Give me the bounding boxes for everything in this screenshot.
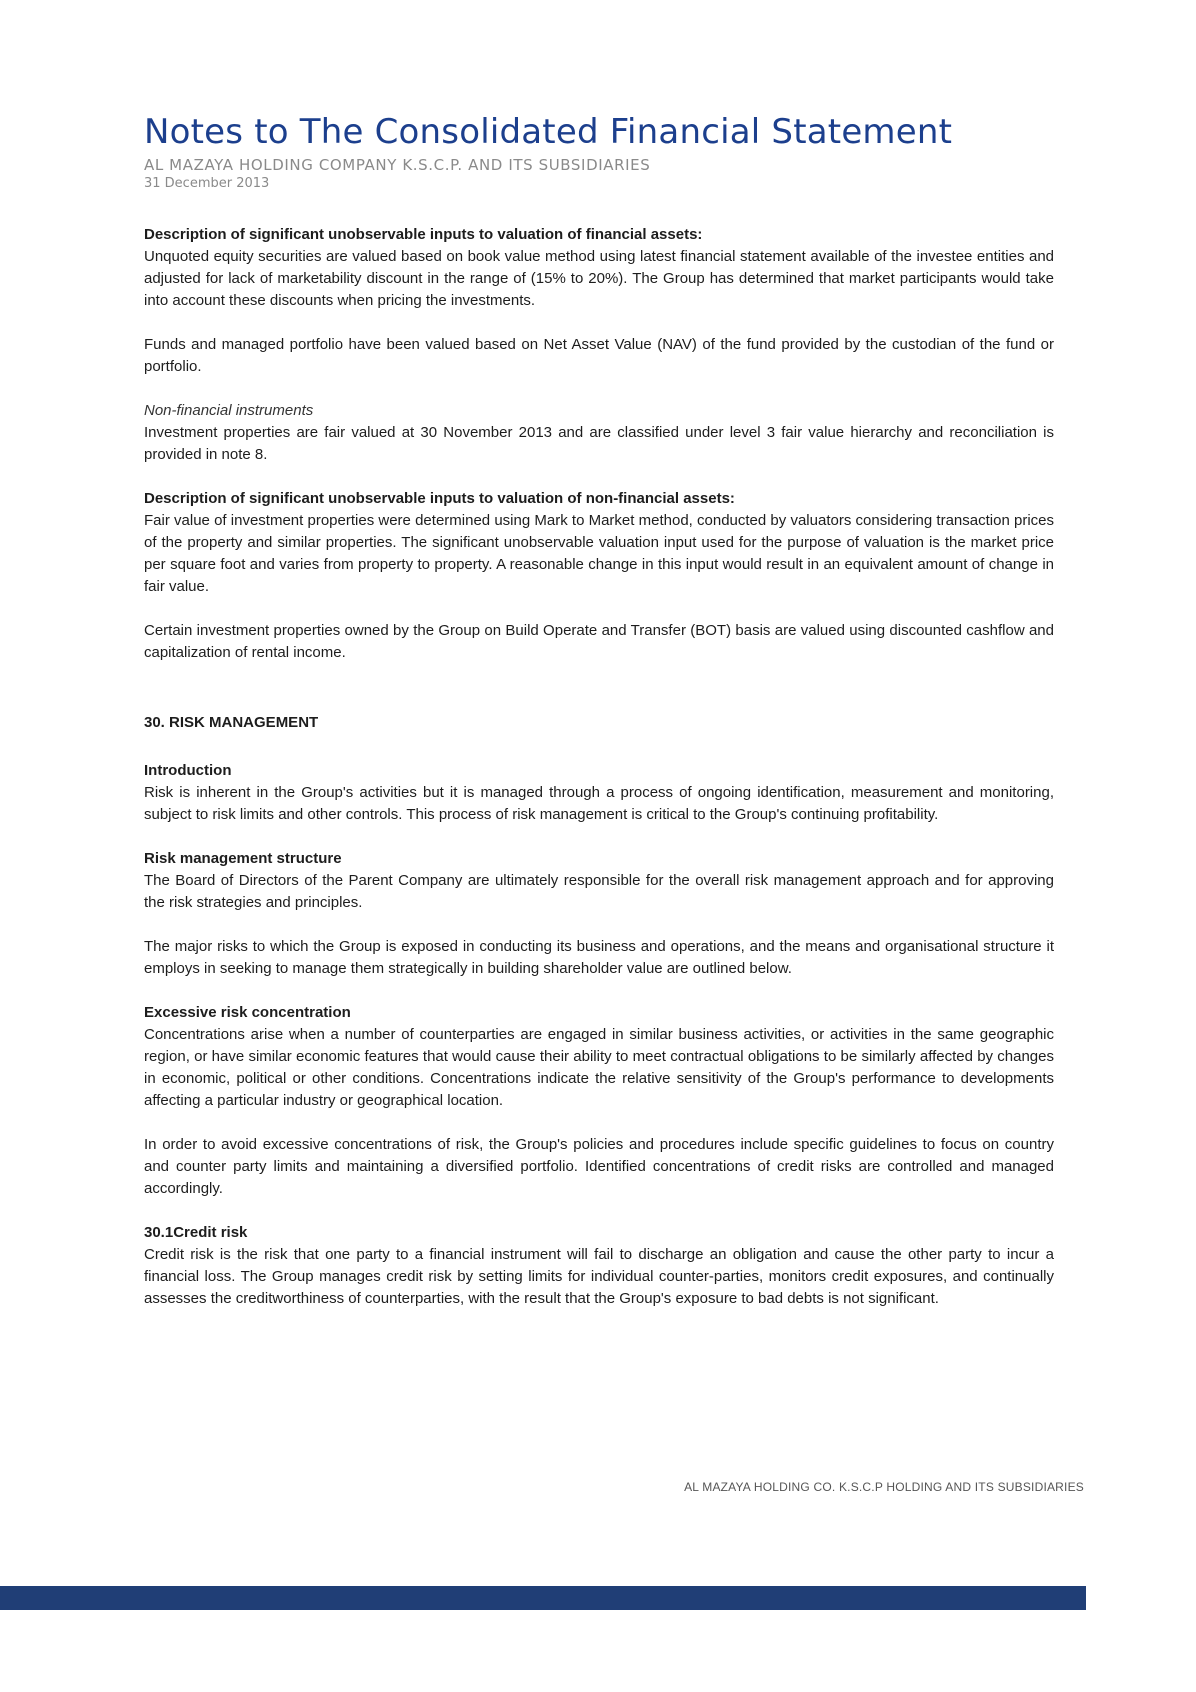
- non-financial-instruments-heading: Non-financial instruments: [144, 402, 314, 419]
- risk-concentration-paragraph-2: In order to avoid excessive concentrations of risk, the Group's policies and procedures include specific guidelines to focus on country and counter party limits and maintaining a diversified portfolio. Identified concentrations of credit risks are controlled and managed accordingly.: [144, 1136, 1054, 1197]
- non-financial-instruments-section: [144, 400, 1054, 466]
- risk-concentration-heading: Excessive risk concentration: [144, 1004, 351, 1021]
- footer-bar: [0, 1586, 1086, 1610]
- risk-concentration-paragraph-1: Concentrations arise when a number of counterparties are engaged in similar business activities, or activities in the same geographic region, or have similar economic features that would cause their ability to meet contractual obligations to be similarly affected by changes in economic, political or other conditions. Concentrations indicate the relative sensitivity of the Group's performance to developments affecting a particular industry or geographical location.: [144, 1026, 1054, 1109]
- non-financial-assets-paragraph-2: Certain investment properties owned by the Group on Build Operate and Transfer (BOT) basis are valued using discounted cashflow and capitalization of rental income.: [144, 622, 1054, 661]
- introduction-heading: Introduction: [144, 762, 232, 779]
- non-financial-assets-paragraph-1: Fair value of investment properties were determined using Mark to Market method, conducted by valuators considering transaction prices of the property and similar properties. The significant unobservable valuation input used for the purpose of valuation is the market price per square foot and varies from property to property. A reasonable change in this input would result in an equivalent amount of change in fair value.: [144, 512, 1054, 595]
- risk-structure-paragraph-2: The major risks to which the Group is exposed in conducting its business and operations, and the means and organisational structure it employs in seeking to manage them strategically in building shareholder value are outlined below.: [144, 938, 1054, 977]
- financial-assets-heading: Description of significant unobservable inputs to valuation of financial assets:: [144, 226, 703, 243]
- introduction-section: [144, 760, 1054, 826]
- financial-assets-paragraph-1: Unquoted equity securities are valued based on book value method using latest financial statement available of the investee entities and adjusted for lack of marketability discount in the range of (15% to 20%). The Group has determined that market participants would take into account these discounts when pricing the investments.: [144, 248, 1054, 309]
- footer-company-name: AL MAZAYA HOLDING CO. K.S.C.P HOLDING AND ITS SUBSIDIARIES: [684, 1480, 1084, 1494]
- risk-structure-section: [144, 848, 1054, 914]
- non-financial-assets-heading: Description of significant unobservable inputs to valuation of non-financial assets:: [144, 490, 735, 507]
- risk-structure-paragraph-1: The Board of Directors of the Parent Company are ultimately responsible for the overall risk management approach and for approving the risk strategies and principles.: [144, 872, 1054, 911]
- non-financial-instruments-paragraph: Investment properties are fair valued at 30 November 2013 and are classified under level 3 fair value hierarchy and reconciliation is provided in note 8.: [144, 424, 1054, 463]
- financial-assets-section: [144, 224, 1054, 312]
- risk-management-title: 30. RISK MANAGEMENT: [144, 714, 319, 731]
- page-title: Notes to The Consolidated Financial Statement: [144, 112, 953, 152]
- non-financial-assets-section: [144, 488, 1054, 598]
- concentration-policy-section: [144, 1134, 1054, 1200]
- risk-structure-heading: Risk management structure: [144, 850, 342, 867]
- page-header: [144, 112, 1124, 192]
- statement-date: 31 December 2013: [144, 176, 270, 191]
- introduction-paragraph: Risk is inherent in the Group's activities but it is managed through a process of ongoing identification, measurement and monitoring, subject to risk limits and other controls. This process of risk management is critical to the Group's continuing profitability.: [144, 784, 1054, 823]
- credit-risk-section: [144, 1222, 1054, 1310]
- company-name: AL MAZAYA HOLDING COMPANY K.S.C.P. AND ITS SUBSIDIARIES: [144, 156, 651, 174]
- page-content: [144, 224, 1054, 1332]
- credit-risk-heading: 30.1Credit risk: [144, 1224, 248, 1241]
- major-risks-section: [144, 936, 1054, 980]
- bot-properties-section: [144, 620, 1054, 664]
- funds-section: [144, 334, 1054, 378]
- risk-concentration-section: [144, 1002, 1054, 1112]
- financial-assets-paragraph-2: Funds and managed portfolio have been valued based on Net Asset Value (NAV) of the fund provided by the custodian of the fund or portfolio.: [144, 336, 1054, 375]
- credit-risk-paragraph: Credit risk is the risk that one party to a financial instrument will fail to discharge an obligation and cause the other party to incur a financial loss. The Group manages credit risk by setting limits for individual counter-parties, monitors credit exposures, and continually assesses the creditworthiness of counterparties, with the result that the Group's exposure to bad debts is not significant.: [144, 1246, 1054, 1307]
